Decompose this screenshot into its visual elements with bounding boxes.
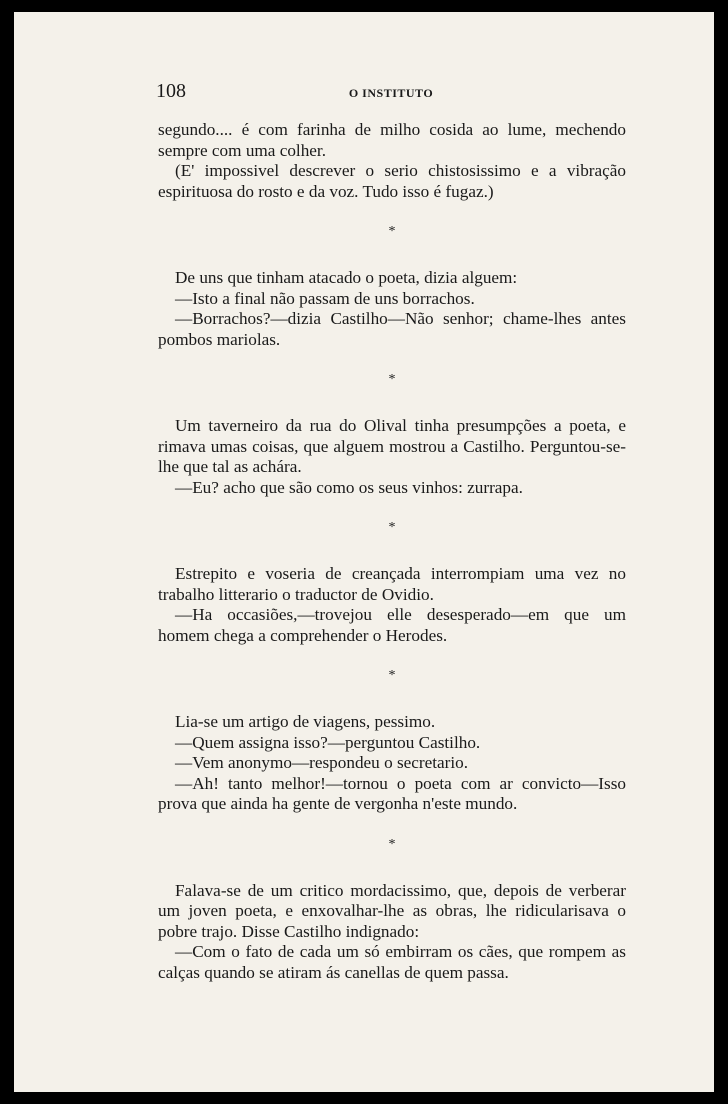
- anecdote-section: [158, 120, 626, 202]
- paragraph: Lia-se um artigo de viagens, pessimo.: [175, 712, 436, 731]
- anecdote-section: [158, 268, 626, 350]
- section-separator-star: *: [388, 372, 396, 387]
- paragraph: —Ha occasiões,—trovejou elle desesperado—em que um homem chega a comprehender o Herodes.: [158, 605, 626, 645]
- paragraph: —Vem anonymo—respondeu o secretario.: [175, 753, 469, 772]
- page-header: [156, 80, 626, 102]
- paragraph: Falava-se de um critico mordacissimo, que, depois de verberar um joven poeta, e enxovalhar-lhe as obras, lhe ridicularisava o pobre trajo. Disse Castilho indignado:: [158, 880, 626, 941]
- section-separator-star: *: [388, 224, 396, 239]
- section-separator-star: *: [388, 668, 396, 683]
- section-separator-star: *: [388, 836, 396, 852]
- anecdote-section: [158, 564, 626, 646]
- anecdote-section: [158, 712, 626, 815]
- paragraph: —Eu? acho que são como os seus vinhos: zurrapa.: [175, 477, 523, 497]
- paragraph: (E' impossivel descrever o serio chistosissimo e a vibração espirituosa do rosto e da voz. Tudo isso é fugaz.): [158, 161, 626, 201]
- section-separator-star: *: [388, 520, 396, 535]
- paragraph: —Isto a final não passam de uns borrachos.: [175, 288, 475, 308]
- paragraph: Um taverneiro da rua do Olival tinha presumpções a poeta, e rimava umas coisas, que alguem mostrou a Castilho. Perguntou-se-lhe que tal as achára.: [158, 416, 626, 476]
- page-number: 108: [156, 80, 186, 102]
- paragraph: segundo.... é com farinha de milho cosida ao lume, mechendo sempre com uma colher.: [158, 120, 626, 160]
- running-title: O INSTITUTO: [348, 86, 434, 100]
- paragraph: —Quem assigna isso?—perguntou Castilho.: [175, 732, 481, 752]
- paragraph: —Com o fato de cada um só embirram os cães, que rompem as calças quando se atiram ás canellas de quem passa.: [158, 942, 626, 982]
- anecdote-section: [158, 416, 626, 498]
- paragraph: —Ah! tanto melhor!—tornou o poeta com ar convicto—Isso prova que ainda ha gente de vergonha n'este mundo.: [158, 773, 626, 813]
- paragraph: —Borrachos?—dizia Castilho—Não senhor; chame-lhes antes pombos mariolas.: [158, 309, 626, 349]
- anecdote-section: [158, 881, 626, 984]
- book-page: [14, 12, 714, 1092]
- page-body: [158, 120, 626, 983]
- paragraph: Estrepito e voseria de creançada interrompiam uma vez no trabalho litterario o traductor de Ovidio.: [158, 564, 626, 604]
- paragraph: De uns que tinham atacado o poeta, dizia alguem:: [175, 268, 518, 287]
